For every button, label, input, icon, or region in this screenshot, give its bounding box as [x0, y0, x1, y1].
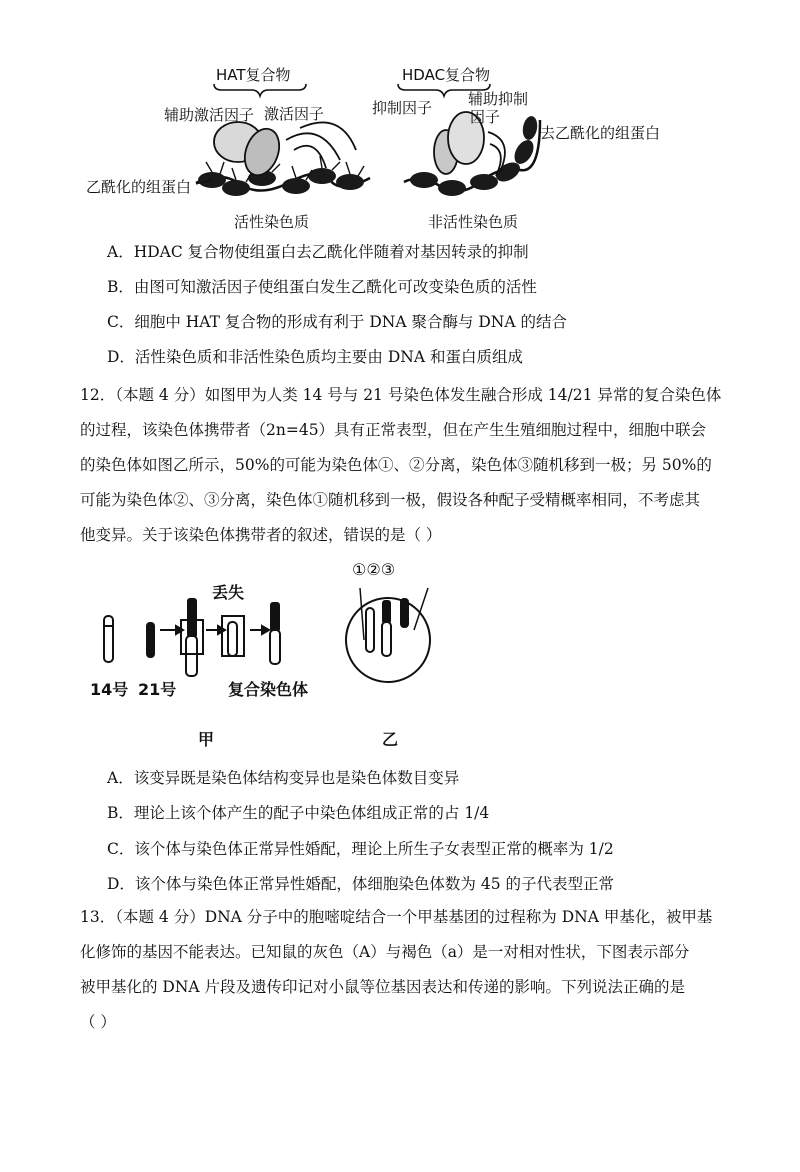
hdac-complex-label: HDAC复合物	[402, 66, 491, 84]
fusion-black-part	[187, 598, 197, 638]
yi-label: 乙	[382, 730, 399, 749]
spindle-line-left	[360, 588, 364, 640]
q12-stem	[80, 378, 720, 553]
q11-option-a: A．HDAC 复合物使组蛋白去乙酰化伴随着对基因转录的抑制	[107, 243, 529, 261]
active-chromatin-label: 活性染色质	[234, 213, 310, 231]
coactivator-label: 辅助激活因子	[164, 106, 255, 124]
compound-black	[270, 602, 280, 632]
chr21-label: 21号	[138, 680, 177, 699]
active-nucleosomes	[198, 168, 364, 196]
q13-line: （ ）	[80, 1013, 116, 1031]
hat-complex-label: HAT复合物	[216, 66, 291, 84]
circled-numbers-label: ①②③	[352, 560, 396, 579]
q12-option-a: A．该变异既是染色体结构变异也是染色体数目变异	[107, 769, 460, 787]
q13-stem	[80, 900, 720, 1040]
q12-line: 12．（本题 4 分）如图甲为人类 14 号与 21 号染色体发生融合形成 14/21 异常的复合染色体	[80, 386, 722, 404]
q13-line: 化修饰的基因不能表达。已知鼠的灰色（A）与褐色（a）是一对相对性状，下图表示部分	[80, 943, 690, 961]
chr14-shape	[104, 616, 113, 662]
hat-brace	[214, 84, 306, 96]
q11-option-d: D．活性染色质和非活性染色质均主要由 DNA 和蛋白质组成	[107, 348, 523, 366]
corepressor-label-line1: 辅助抑制	[468, 90, 529, 108]
jia-label: 甲	[198, 730, 215, 749]
chr21-shape	[146, 622, 155, 658]
chromosome-3	[400, 598, 409, 628]
chromosome-2-black	[382, 600, 391, 624]
q12-line: 的过程，该染色体携带者（2n=45）具有正常表型，但在产生生殖细胞过程中，细胞中联会	[80, 421, 707, 439]
q12-option-c: C．该个体与染色体正常异性婚配，理论上所生子女表型正常的概率为 1/2	[107, 840, 614, 858]
chromosome-diagram	[0, 560, 800, 760]
q13-line: 13．（本题 4 分）DNA 分子中的胞嘧啶结合一个甲基基团的过程称为 DNA 甲基化，被甲基	[80, 908, 713, 926]
compound-chromosome-label: 复合染色体	[228, 680, 309, 699]
deacetylated-histone-label: 去乙酰化的组蛋白	[540, 124, 661, 142]
q11-option-c: C．细胞中 HAT 复合物的形成有利于 DNA 聚合酶与 DNA 的结合	[107, 313, 567, 331]
q13-line: 被甲基化的 DNA 片段及遗传印记对小鼠等位基因表达和传递的影响。下列说法正确的是	[80, 978, 686, 996]
q11-option-b: B．由图可知激活因子使组蛋白发生乙酰化可改变染色质的活性	[107, 278, 537, 296]
q12-line: 可能为染色体②、③分离，染色体①随机移到一极，假设各种配子受精概率相同，不考虑其	[80, 491, 701, 509]
fusion-white-part	[186, 636, 197, 676]
inactive-chromatin-label: 非活性染色质	[428, 213, 519, 231]
repressor-label: 抑制因子	[372, 99, 433, 117]
lost-label: 丢失	[212, 583, 245, 602]
chr14-label: 14号	[90, 680, 129, 699]
activator-label: 激活因子	[264, 105, 325, 123]
chromosome-1	[366, 608, 374, 652]
q12-line: 的染色体如图乙所示，50%的可能为染色体①、②分离，染色体③随机移到一极；另 50%的	[80, 456, 712, 474]
q12-line: 他变异。关于该染色体携带者的叙述，错误的是（ ）	[80, 526, 442, 544]
compound-white	[270, 630, 280, 664]
acetylated-histone-label: 乙酰化的组蛋白	[86, 178, 192, 196]
chromatin-diagram	[0, 0, 800, 240]
q12-option-b: B．理论上该个体产生的配子中染色体组成正常的占 1/4	[107, 804, 490, 822]
q12-option-d: D．该个体与染色体正常异性婚配，体细胞染色体数为 45 的子代表型正常	[107, 875, 615, 893]
corepressor-label-line2: 因子	[470, 108, 501, 126]
chromosome-2-white	[382, 622, 391, 656]
lost-fragment	[228, 622, 237, 656]
process-arrows	[160, 626, 269, 634]
